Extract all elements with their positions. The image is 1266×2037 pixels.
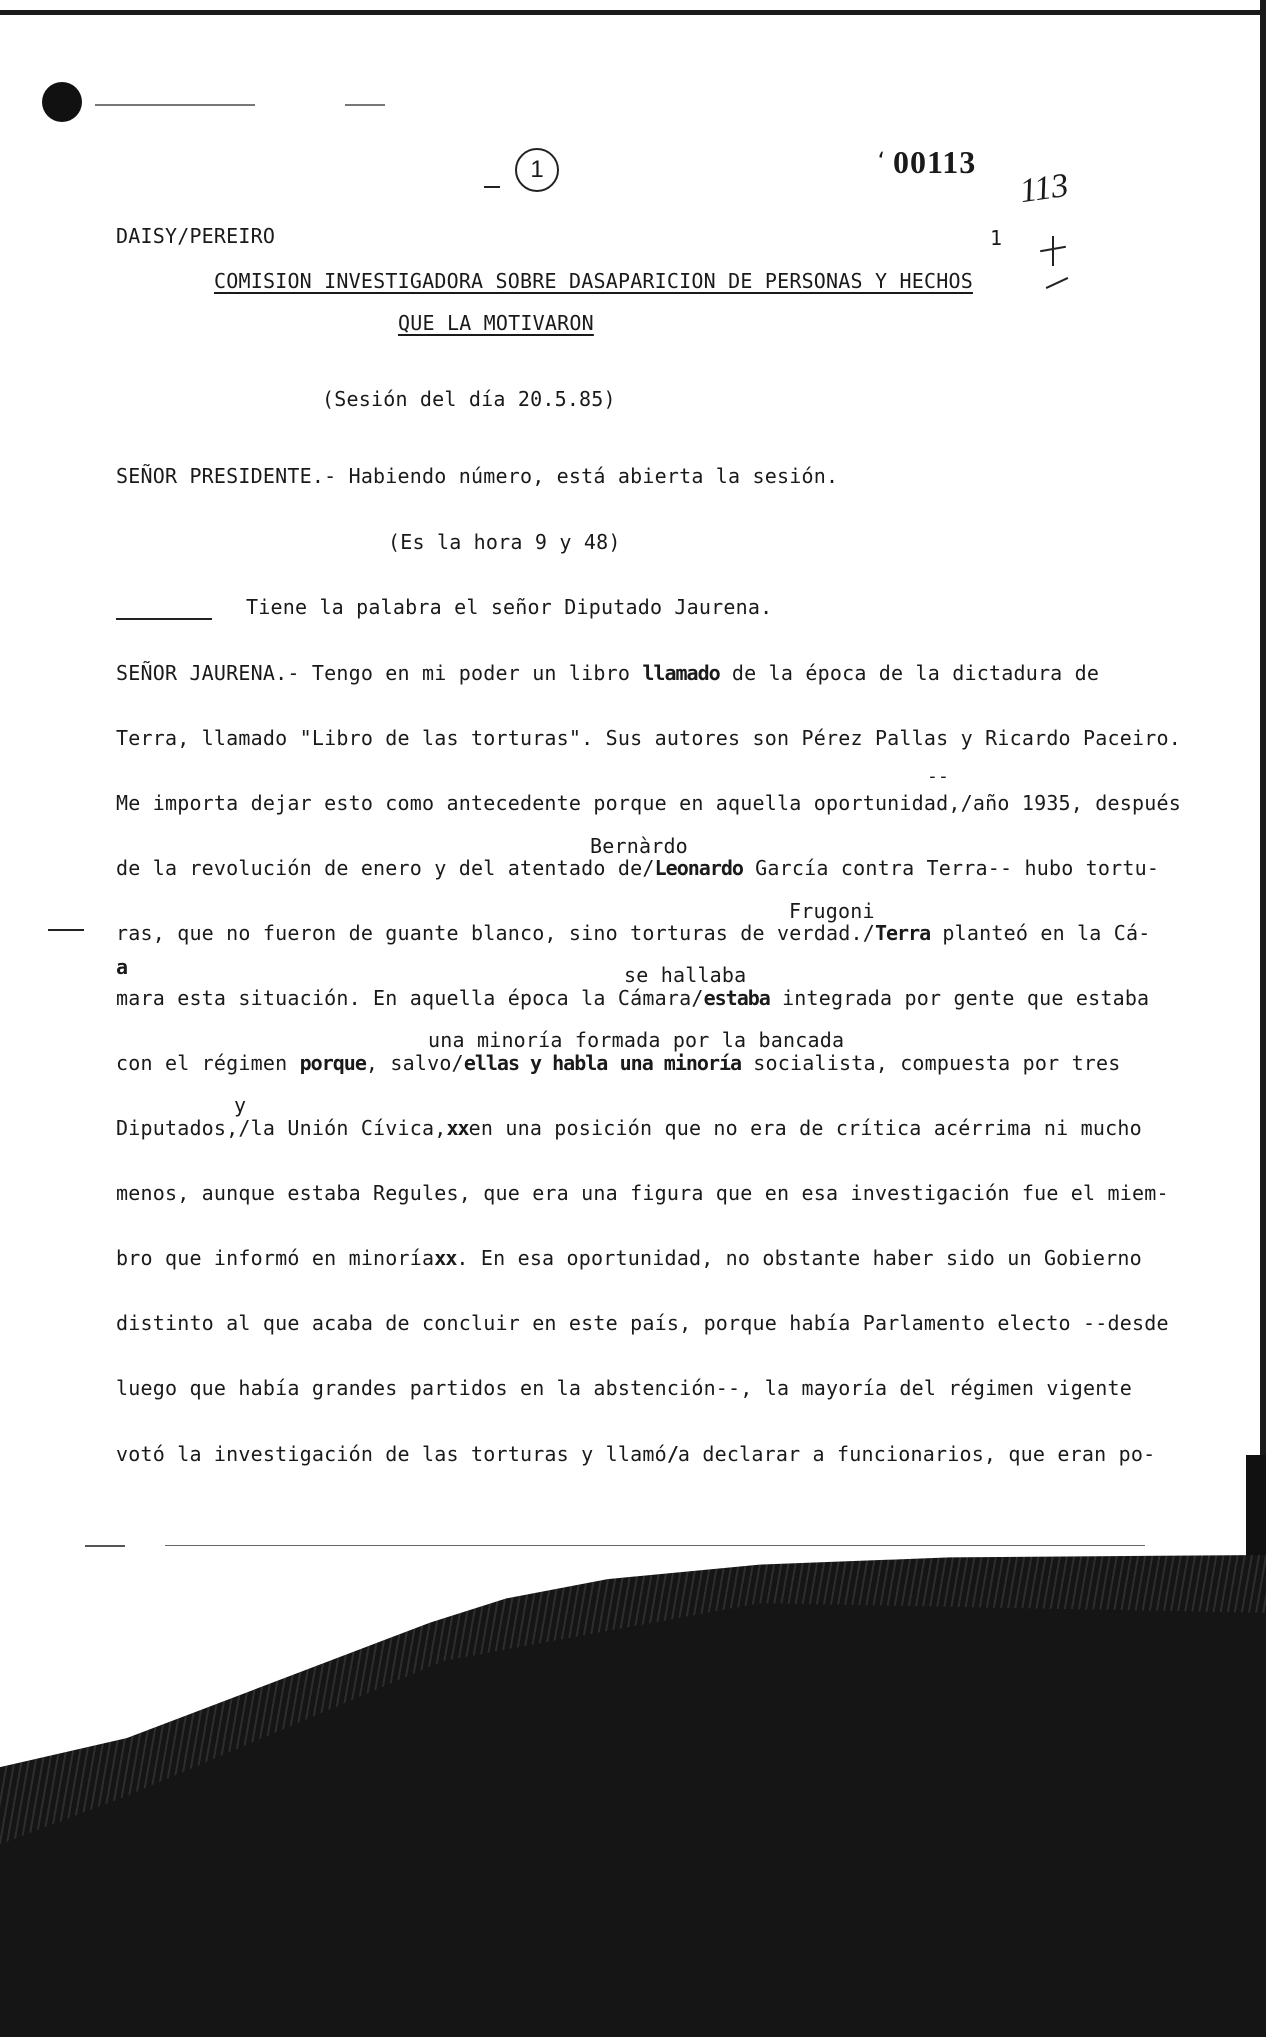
interlinear-frugoni: Frugoni <box>789 899 875 923</box>
text-run: . En esa oportunidad, no obstante haber sido un Gobierno <box>456 1246 1142 1270</box>
top-edge-rule <box>0 10 1266 15</box>
text-run: bro que informó en minoría <box>116 1246 435 1270</box>
folio-number: 00113 <box>893 144 977 180</box>
struck-word: xx <box>446 1116 469 1140</box>
interlinear-bernardo: Bernàrdo <box>590 834 688 858</box>
text-run: de la revolución de enero y del atentado de/ <box>116 856 655 880</box>
interlinear-y: y <box>234 1093 247 1117</box>
struck-word: Terra <box>874 921 931 945</box>
struck-word: estaba <box>703 986 770 1010</box>
page-number: 1 <box>990 226 1003 250</box>
scan-dark-band <box>0 1555 1266 2037</box>
president-opening: SEÑOR PRESIDENTE.- Habiendo número, está abierta la sesión. <box>116 464 839 488</box>
struck-word: ellas y habla <box>463 1051 608 1075</box>
text-run: a declarar a funcionarios, que eran po- <box>677 1442 1156 1466</box>
interlinear-se-hallaba: se hallaba <box>624 963 747 987</box>
session-hour: (Es la hora 9 y 48) <box>388 530 621 554</box>
text-run: votó la investigación de las torturas y llamó <box>116 1442 667 1466</box>
paragraph-dash <box>116 618 212 620</box>
struck-word: llamado <box>642 661 720 685</box>
margin-dash <box>48 929 84 931</box>
handwritten-stroke <box>1052 236 1054 266</box>
speech-line-1 <box>116 661 1099 685</box>
speech-line-12: luego que había grandes partidos en la abstención--, la mayoría del régimen vigente <box>116 1376 1133 1400</box>
text-run: SEÑOR JAURENA.- Tengo en mi poder un libro <box>116 661 643 685</box>
speech-line-11: distinto al que acaba de concluir en este país, porque había Parlamento electo --desde <box>116 1311 1169 1335</box>
scan-dash <box>95 104 255 106</box>
document-title-line-2: QUE LA MOTIVARON <box>398 311 594 335</box>
handwritten-dash <box>484 186 500 188</box>
speech-line-4 <box>116 856 1159 880</box>
text-run: planteó en la Cá- <box>930 921 1151 945</box>
speech-line-6 <box>116 986 1149 1010</box>
circled-number-mark: 1 <box>515 148 559 192</box>
speech-line-9: menos, aunque estaba Regules, que era una figura que en esa investigación fue el miem- <box>116 1181 1169 1205</box>
text-run <box>607 1051 619 1075</box>
scan-rule <box>165 1545 1145 1546</box>
text-run: ras, que no fueron de guante blanco, sino torturas de verdad./ <box>116 921 875 945</box>
interlinear-double-dash: -- <box>927 766 950 787</box>
floor-given: Tiene la palabra el señor Diputado Jaurena. <box>246 595 773 619</box>
text-run: de la época de la dictadura de <box>719 661 1100 685</box>
struck-word: / <box>666 1442 678 1466</box>
speech-line-7 <box>116 1051 1121 1075</box>
text-run: integrada por gente que estaba <box>769 986 1150 1010</box>
interlinear-minoria: una minoría formada por la bancada <box>428 1028 845 1052</box>
speech-line-13 <box>116 1442 1155 1466</box>
text-run: , salvo/ <box>365 1051 464 1075</box>
speech-line-3: Me importa dejar esto como antecedente porque en aquella oportunidad,/año 1935, después <box>116 791 1181 815</box>
speech-line-2: Terra, llamado "Libro de las torturas". Sus autores son Pérez Pallas y Ricardo Paceiro. <box>116 726 1181 750</box>
text-run: con el régimen <box>116 1051 300 1075</box>
punch-hole-mark <box>42 82 82 122</box>
text-run: socialista, compuesta por tres <box>741 1051 1121 1075</box>
text-run: Diputados,/la Unión Cívica, <box>116 1116 447 1140</box>
folio-tick: ʻ <box>875 148 888 172</box>
struck-word: Leonardo <box>654 856 743 880</box>
typist-initials: DAISY/PEREIRO <box>116 224 276 248</box>
interlinear-a: a <box>116 955 128 979</box>
speech-line-10 <box>116 1246 1142 1270</box>
text-run: García contra Terra-- hubo tortu- <box>742 856 1160 880</box>
handwritten-folio-number: 113 <box>1017 166 1071 211</box>
scan-dash <box>345 104 385 106</box>
session-date: (Sesión del día 20.5.85) <box>322 387 616 411</box>
struck-word: xx <box>434 1246 457 1270</box>
scan-dash <box>85 1545 125 1547</box>
handwritten-stroke <box>1046 277 1069 289</box>
speech-line-8 <box>116 1116 1142 1140</box>
text-run: en una posición que no era de crítica acérrima ni mucho <box>468 1116 1142 1140</box>
document-title-line-1: COMISION INVESTIGADORA SOBRE DASAPARICION DE PERSONAS Y HECHOS <box>214 269 973 293</box>
struck-word: una minoría <box>619 1051 742 1075</box>
speech-line-5 <box>116 921 1151 945</box>
text-run: mara esta situación. En aquella época la Cámara/ <box>116 986 704 1010</box>
struck-word: porque <box>299 1051 366 1075</box>
